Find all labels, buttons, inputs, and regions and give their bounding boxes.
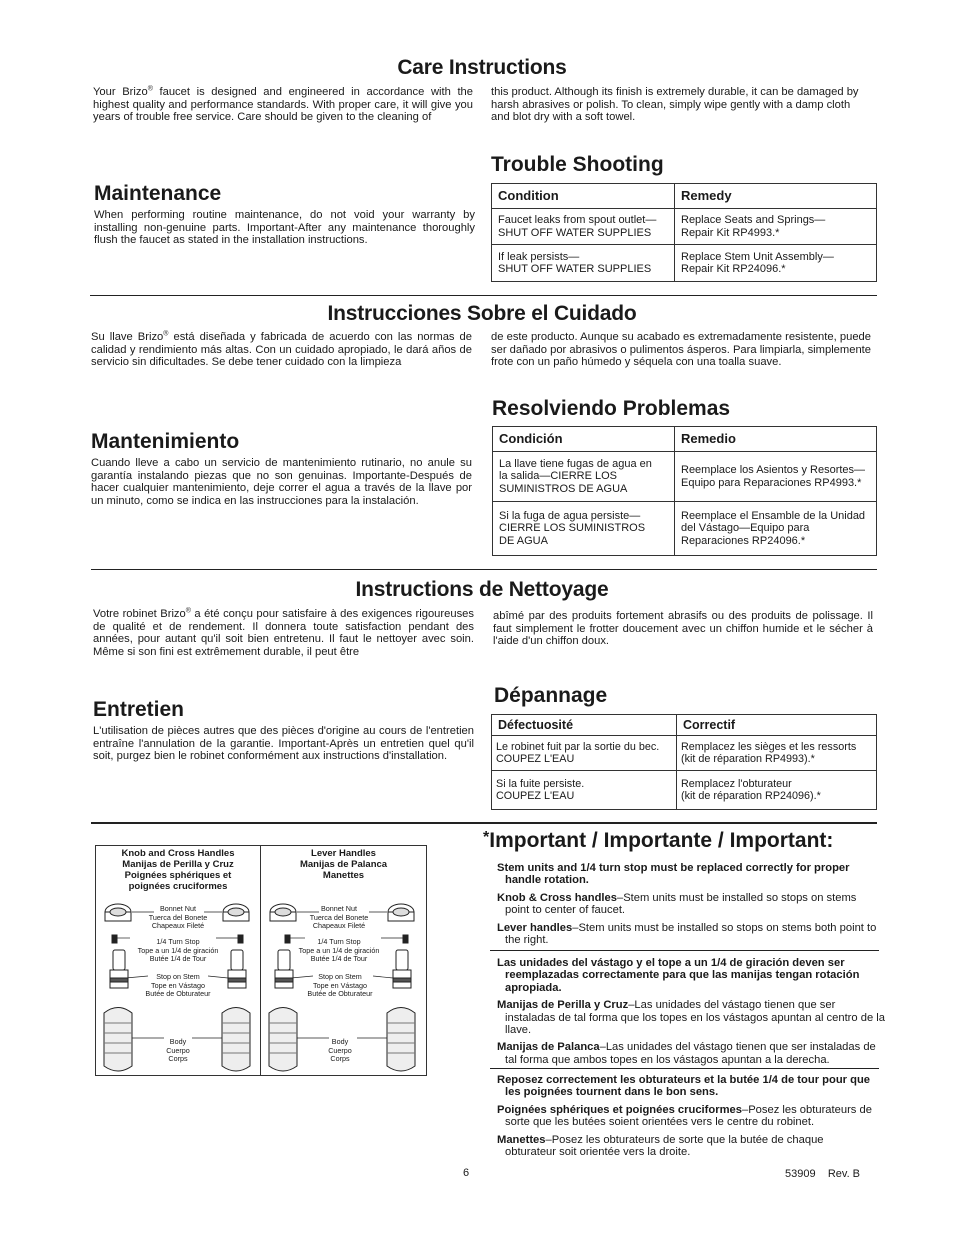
important-es-lever: Manijas de Palanca–Las unidades del vástago tienen que ser instaladas de tal forma que ambos topes en los vástagos apuntan a la derecha. [497, 1041, 876, 1066]
table-cell-condition: Faucet leaks from spout outlet— SHUT OFF WATER SUPPLIES [492, 209, 675, 245]
care-es-text-col2: de este producto. Aunque su acabado es extremadamente resistente, puede ser dañado por abrasivos o pulimentos ásperos. Para limpiarla, simplemente frote con un paño húmedo y séquela con una toalla suave. [491, 331, 871, 369]
maintenance-es-text: Cuando lleve a cabo un servicio de mantenimiento rutinario, no anule su garantía instalando piezas que no son genuinas. Importante-Después de hacer cualquier mantenimiento, deje correr el agua a través de la llave por un minuto, como se indica en las instrucciones para la instalación. [91, 457, 472, 507]
important-fr-knob: Poignées sphériques et poignées cruciformes–Posez les obturateurs de sorte que les butées soient orientées vers le centre du robinet. [497, 1103, 872, 1129]
knob-handles-heading: Knob and Cross Handles Manijas de Perilla y Cruz Poignées sphériques et poignées cruciformes [121, 848, 235, 892]
care-text-col1: Your Brizo® faucet is designed and engineered in accordance with the highest quality and performance standards. With proper care, it will give you years of trouble free service. Care should be given to the cleaning of [93, 85, 474, 124]
care-title: Care Instructions [397, 56, 567, 79]
stem-stop-label: Stop on Stem Tope en Vástago Butée de Obturateur [145, 972, 211, 998]
table-header-condition: Condition [492, 184, 675, 209]
table-cell-condition: Si la fuite persiste. COUPEZ L'EAU [492, 771, 677, 810]
table-header-condition: Défectuosité [492, 715, 677, 736]
care-fr-text-col2: abîmé par des produits fortement abrasifs ou des produits de polissage. Il faut simplement le frotter doucement avec un chiffon humide et le sécher à l'aide d'un chiffon doux. [493, 610, 873, 648]
troubleshooting-es-table [492, 426, 877, 556]
important-heading [483, 829, 833, 853]
important-en [495, 862, 880, 946]
important-en-knob: Knob & Cross handles–Stem units must be installed so stops on stems point to center of faucet. [497, 891, 857, 917]
table-cell-condition: Le robinet fuit par la sortie du bec. COUPEZ L'EAU [492, 736, 677, 771]
table-cell-remedy: Replace Stem Unit Assembly— Repair Kit RP24096.* [675, 245, 877, 282]
care-fr-text-col1: Votre robinet Brizo® a été conçu pour satisfaire à des exigences rigoureuses de qualité et de rendement. Il donnera toute satisfaction pendant des années, pour autant qu'il soit bien entretenu. Il faut le nettoyer avec soin. Même si son fini est extrêmement durable, il peut être [93, 607, 474, 658]
table-cell-condition: La llave tiene fugas de agua en la salida—CIERRE LOS SUMINISTROS DE AGUA [493, 452, 675, 502]
maintenance-es-title: Mantenimiento [91, 430, 240, 453]
divider [490, 1068, 879, 1069]
troubleshooting-fr-title: Dépannage [494, 684, 608, 707]
troubleshooting-es-title: Resolviendo Problemas [492, 397, 731, 420]
care-text-col2: this product. Although its finish is extremely durable, it can be damaged by harsh abrasives or polish. To clean, simply wipe gently with a damp cloth and blot dry with a soft towel. [491, 86, 859, 124]
body-label: Body Cuerpo Corps [328, 1037, 352, 1063]
turn-stop-label: 1/4 Turn Stop Tope a un 1/4 de giración Butée 1/4 de Tour [137, 937, 219, 963]
lever-handles-heading: Lever Handles Manijas de Palanca Manettes [299, 848, 388, 881]
doc-revision: 53909 Rev. B [785, 1168, 861, 1180]
table-header-condition: Condición [493, 427, 675, 452]
divider [91, 822, 877, 824]
care-es-title: Instrucciones Sobre el Cuidado [327, 302, 637, 325]
table-header-remedy: Correctif [677, 715, 877, 736]
table-header-remedy: Remedy [675, 184, 877, 209]
table-cell-condition: Si la fuga de agua persiste— CIERRE LOS SUMINISTROS DE AGUA [493, 502, 675, 556]
maintenance-fr-text: L'utilisation de pièces autres que des pièces d'origine au cours de l'entretien entraîne l'annulation de la garantie. Important-Après un entretien quel qu'il soit, purgez bien le robinet conformément aux instructions d'installation. [93, 725, 474, 763]
table-cell-remedy: Remplacez l'obturateur (kit de réparation RP24096).* [677, 771, 877, 810]
table-cell-remedy: Replace Seats and Springs— Repair Kit RP4993.* [675, 209, 877, 245]
divider [490, 950, 879, 951]
maintenance-text: When performing routine maintenance, do not void your warranty by installing non-genuine parts. Important-After any maintenance thoroughly flush the faucet as stated in the installation instructions. [94, 209, 475, 247]
troubleshooting-title: Trouble Shooting [491, 153, 664, 176]
table-cell-remedy: Reemplace el Ensamble de la Unidad del Vástago—Equipo para Reparaciones RP24096.* [675, 502, 877, 556]
care-fr-title: Instructions de Nettoyage [355, 578, 609, 601]
table-cell-remedy: Remplacez les sièges et les ressorts (kit de réparation RP4993).* [677, 736, 877, 771]
maintenance-fr-title: Entretien [93, 698, 185, 721]
important-star: * [483, 829, 490, 846]
troubleshooting-table [491, 183, 877, 282]
important-title: Important / Importante / Important: [489, 829, 834, 852]
care-es-text-col1: Su llave Brizo® está diseñada y fabricada de acuerdo con las normas de calidad y rendimiento más altas. Con un cuidado apropiado, le dará años de servicio sin dificultades. Se debe tener cuidado con la limpieza [91, 330, 472, 369]
important-en-bold: Stem units and 1/4 turn stop must be replaced correctly for proper handle rotation. [497, 862, 850, 887]
table-cell-remedy: Reemplace los Asientos y Resortes— Equipo para Reparaciones RP4993.* [675, 452, 877, 502]
important-es-bold: Las unidades del vástago y el tope a un 1/4 de giración deven ser reemplazadas correctamente para que las manijas tengan rotación apropiada. [497, 957, 860, 994]
divider [90, 295, 877, 296]
turn-stop-label: 1/4 Turn Stop Tope a un 1/4 de giración Butée 1/4 de Tour [298, 937, 380, 963]
bonnet-nut-label: Bonnet Nut Tuerca del Bonete Chapeaux Fileté [309, 904, 369, 930]
maintenance-title: Maintenance [94, 182, 222, 205]
table-header-remedy: Remedio [675, 427, 877, 452]
stem-diagram [95, 845, 427, 1076]
important-es [495, 957, 885, 1066]
table-cell-condition: If leak persists— SHUT OFF WATER SUPPLIES [492, 245, 675, 282]
troubleshooting-fr-table [491, 714, 877, 810]
stem-stop-label: Stop on Stem Tope en Vástago Butée de Obturateur [307, 972, 373, 998]
divider [91, 569, 877, 570]
important-fr [495, 1074, 882, 1158]
bonnet-nut-label: Bonnet Nut Tuerca del Bonete Chapeaux Fileté [148, 904, 208, 930]
important-es-knob: Manijas de Perilla y Cruz–Las unidades del vástago tienen que ser instaladas de tal forma que los topes en los vástagos apuntan al centro de la llave. [497, 999, 885, 1037]
page-number: 6 [463, 1167, 470, 1179]
important-en-lever: Lever handles–Stem units must be installed so stops on stems both point to the right. [497, 921, 877, 947]
important-fr-lever: Manettes–Posez les obturateurs de sorte que la butée de chaque obturateur soit orientée vers la droite. [497, 1133, 824, 1159]
important-fr-bold: Reposez correctement les obturateurs et la butée 1/4 de tour pour que les poignées tournent dans le bon sens. [497, 1074, 871, 1099]
body-label: Body Cuerpo Corps [166, 1037, 190, 1063]
